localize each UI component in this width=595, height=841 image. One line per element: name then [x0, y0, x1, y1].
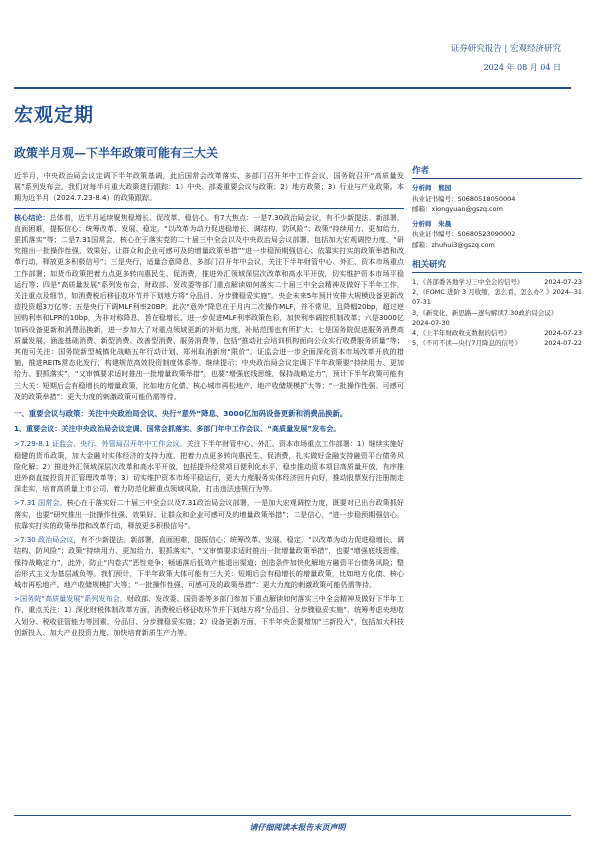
core-conclusion-text: 总体看，近半月延续聚焦稳增长、促改革、稳信心。有7大焦点：一是7.30政治局会议，有不少新提法、新部署，直面困难，提振信心；统筹改革、发展、稳定，“以改革为动力促进稳增长、调结构、防风险”；政策“持续用力、更加给力，狠抓落实”等；二是7.31国常会，核心在于落实党的二十届三中全会以及中央政治局会议部署，包括加大宏观调控力度、“研究推出一批操作性强、效果好、让群众和企业可感可及的增量政策举措”“进一步稳预期强信心；依靠实打实的政策举措和改革行动，释放更多积极信号”；三是央行，适量合意降息、多部门召开年中会议，关注下半年财管中心、外汇、资本市场重点工作部署；如货币政策把着力点更多转向惠民生、促消费，推进外汇领域深层次改革和高水平开放，切实维护资本市场平稳运行等；四是“高质量发展”系列发布会，财政部、发改委等部门重点解读如何落实二十届三中全会精神及做好下半年工作，关注重点及细节，如消费税后移征收环节并下划地方将“分品目、分步骤稳妥实施”。央企未来5年预计安排大规模设备更新改造投资超3万亿等；五是央行下调MLF利率20BP。此次“意外”降息在于月内二次操作MLF，并不常见，且降幅20bp，超过逆回购利率和LPR的10bp，为非对称降息，旨在稳增长、进一步促进MLF利率政策色彩，加快利率调控机制改革；六是3000亿加码设备更新和消费品换新，进一步加大了对重点领域更新的补贴力度，补贴范围也有所扩大；七是国务院促进服务消费高质量发展，涵盖基础消费、新型消费、改善型消费、服务消费等，包括“推动社会培训机构面向公众实行收费服务质量”等；其他可关注：国务院新型城镇化战略五年行动计划、郑州取消新房“限价”，证监会进一步全面深化资本市场改革开放的措施，推进REITs常态化发行，构建规范高效投资制度体系等。继续提示：中央政治局会议定调下半年政策要“持续用力、更加给力、狠抓落实”，“又审慎要求适时推出一批增量政策举措”，也要“增强底线思维，保持战略定力”，预计下半年政策可能有三大关：短期后会有稳增长的增量政策，比如地方化债、核心城市再松地产、地产收储规模扩大等；“一批操作性强、可感可及的政策举措”：更大力度的刺激政策可能仍需等待。 — [14, 212, 404, 401]
paragraph-text: 核心在于落实好二十届三中全会以及7.31政治局会议部署，一是加大宏观调控力度，既要对已出台政策抓好落实，也要“研究推出一批操作性强、效果好、让群众和企业可感可及的增量政策举措”；二是信心，“进一步稳预期强信心，依靠实打实的政策举措和改革行动，释放更多积极信号”。 — [14, 498, 404, 530]
section-heading-1: 一、重要会议与政策：关注中央政治局会议、央行“意外”降息、3000亿加码设备更新和消费品换新。 — [14, 409, 348, 419]
cert-label: 执业证书编号： — [412, 230, 458, 238]
analyst-email-row — [412, 204, 582, 215]
analyst-email[interactable]: xiongyuan@gszq.com — [431, 205, 503, 213]
related-item-continuation — [412, 297, 582, 307]
analyst-email-row — [412, 240, 582, 251]
report-category: 证券研究报告 | 宏观经济研究 — [450, 44, 561, 54]
subsection-heading-1: 1、重要会议：关注中央政治局会议定调、国常会抓落实、多部门年中工作会议、“高质量发展”发布会。 — [14, 424, 341, 434]
analyst-role: 分析师 — [412, 184, 432, 192]
related-item[interactable] — [412, 277, 582, 287]
cert-number: S0680518050004 — [457, 194, 516, 203]
report-date: 2024 年 08 月 04 日 — [483, 63, 561, 72]
related-item-title[interactable]: 1、《各部委各地学习三中全会的信号》 — [412, 278, 524, 286]
related-item-title[interactable]: 2、《FOMC 进阶 3 月收缩，怎么看、怎么办？》 — [412, 288, 553, 297]
paragraph-lead: >国务院“高质量发展”系列发布会， — [14, 594, 127, 604]
paragraph-text: 有不少新提法、新部署，直面困难，提振信心；统筹改革、发展、稳定，“以改革为动力促进稳增长、调结构、防风险”；政策“持续用力、更加给力，狠抓落实”、“又审慎要求适时推出一批增量政策举措”，也要“增强底线思维，保持战略定力”，此外，防止“内卷式”恶性竞争；畅通落后低效产能退出渠道；创造条件加快化解地方融资平台债务风险；整治形式主义为基层减负等。我们预计，下半年政策大体可能有三大关：短期后会有稳增长的增量政策，比如地方化债、核心城市再松地产、地产收储规模扩大等；“一批操作性强、可感可及的政策举措”：更大力度的刺激政策可能仍需等待。 — [14, 535, 405, 589]
section-paragraph — [14, 593, 404, 638]
related-item[interactable] — [412, 338, 582, 348]
footer-divider — [14, 815, 571, 816]
paragraph-lead: >7.30 政治局会议， — [14, 535, 81, 545]
cert-label: 执业证书编号： — [412, 194, 458, 203]
related-item-continuation — [412, 318, 582, 328]
core-conclusion — [14, 212, 404, 402]
section-paragraph — [14, 497, 404, 531]
core-conclusion-label: 核心结论： — [14, 212, 50, 222]
analyst-cert-row — [412, 229, 582, 240]
main-content — [14, 170, 404, 641]
related-item-title: 2024-07-30 — [412, 318, 450, 327]
related-item[interactable] — [412, 328, 582, 338]
related-item[interactable] — [412, 308, 582, 318]
section-paragraph — [14, 438, 404, 494]
cert-number: S0680523090002 — [457, 230, 516, 238]
analyst-name: 朱晨 — [438, 219, 452, 228]
related-item-title[interactable]: 5、《不可不读—央行7月降息的信号》 — [412, 339, 522, 348]
sidebar — [412, 164, 582, 348]
section-paragraph — [14, 534, 404, 590]
analyst-card — [412, 183, 582, 215]
header-divider — [14, 87, 571, 89]
related-item-title: 07-31 — [412, 298, 431, 307]
analyst-role: 分析师 — [412, 219, 432, 228]
analyst-cert-row — [412, 194, 582, 205]
related-item-title[interactable]: 4、《上半年财政收支数据的信号》 — [412, 329, 511, 338]
related-research-title: 相关研究 — [412, 258, 582, 273]
related-item-title[interactable]: 3、《新变化、新思路—逐句解读7.30政治局会议》 — [412, 308, 558, 317]
page-title: 政策半月观—下半年政策可能有三大关 — [14, 146, 219, 160]
analyst-name-row — [412, 183, 582, 194]
related-item-date: 2024-07-23 — [544, 329, 582, 338]
paragraph-text: 财政部、发改委、国资委等多部门参加下重点解读如何落实三中全会精神及做好下半年工作，重点关注：1）深化财税体制改革方面，消费税后移征收环节并下划地方将“分品目、分步骤稳妥实施”，统筹考虑央地收入划分、税收征管能力等因素，分品目、分步骤稳妥实施；2）设备更新方面，下半年央企要增加“三新投入”，包括加大科技创新投入、加大产业投资力度、加快培育新质生产力等。 — [14, 594, 405, 637]
analyst-name: 熊园 — [438, 184, 452, 192]
related-item-date: 2024-07-23 — [544, 278, 582, 286]
related-item-date: 2024--31 — [552, 288, 582, 297]
authors-title: 作者 — [412, 164, 582, 179]
paragraph-text: 关注下半年财管中心、外汇、资本市场重点工作部署：1）继续实施好稳健的货币政策，加大金融对实体经济的支持力度，把着力点更多转向惠民生、促消费，扎实做好金融支持融资平台债务风险化解；2）推进外汇领域深层次改革和高水平开放，包括提升经常项目便利化水平，稳步推动资本项目高质量开放，有序推进外商直接投资并汇管理改革等；3）切实维护资本市场平稳运行，更大力度服务实体经济回升向好，推动股票发行注册制走深走实，培育高质量上市公司，着力防范化解重点领域风险，打击违法违规行为等。 — [14, 439, 404, 494]
related-item[interactable] — [412, 287, 582, 297]
intro-paragraph: 近半月，中央政治局会议定调下半年政策基调，此后国常会改革落实、多部门召开年中工作会议，国务院召开“高质量发展”系列发布会。我们对每半月重大政策进行跟踪：1）中央、部委重要会议与政策；2）地方政策；3）行业与产业政策。本期为近半月（2024.7.23-8.4）的政策跟踪。 — [14, 170, 404, 209]
footer-disclaimer: 请仔细阅读本报告末页声明 — [249, 822, 346, 832]
analyst-card — [412, 219, 582, 251]
paragraph-lead: >7.31 国常会。 — [14, 498, 67, 508]
email-label: 邮箱： — [412, 205, 432, 213]
analyst-name-row — [412, 219, 582, 230]
analyst-email[interactable]: zhuhui3@gszq.com — [431, 240, 495, 249]
email-label: 邮箱： — [412, 240, 432, 249]
document-type: 宏观定期 — [14, 104, 95, 126]
report-header — [451, 42, 561, 73]
paragraph-lead: >7.29-8.1 证监会、央行、外管局召开年中工作会议。 — [14, 439, 187, 449]
related-item-date: 2024-07-22 — [544, 339, 582, 348]
